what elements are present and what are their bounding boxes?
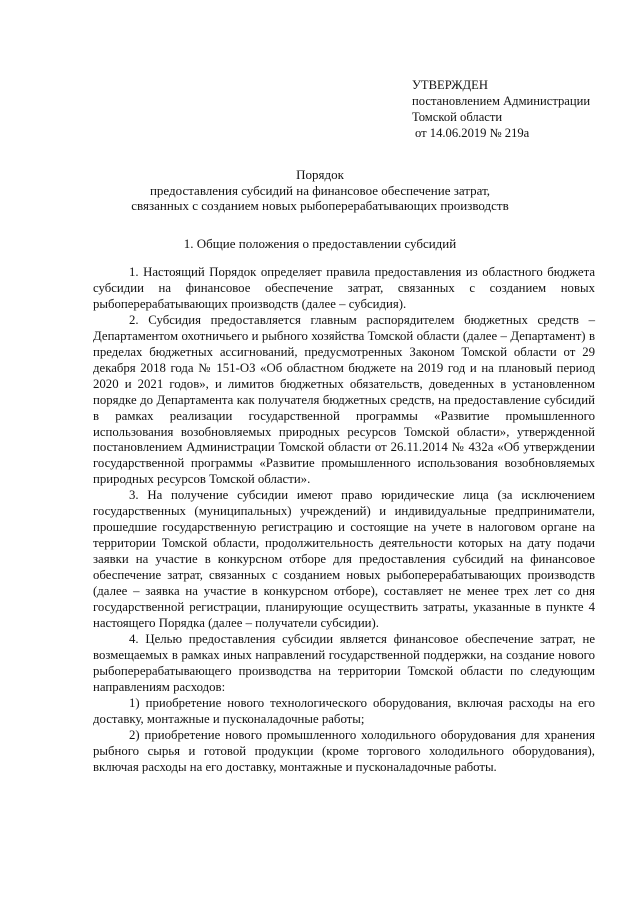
title-line-2: предоставления субсидий на финансовое обеспечение затрат, (149, 182, 491, 198)
paragraph-4: 4. Целью предоставления субсидии является финансовое обеспечение затрат, не возмещаемых в рамках иных направлений государственной поддержки, на создание нового рыбоперерабатывающего производства на территории Томской области по следующим направлениям расходов: (93, 631, 595, 694)
document-body (93, 265, 595, 776)
title-line-1: Порядок (296, 167, 344, 182)
paragraph-4-item-1: 1) приобретение нового технологического оборудования, включая расходы на его доставку, монтажные и пусконаладочные работы; (93, 695, 595, 726)
approval-date: от 14.06.2019 № 219а (415, 126, 530, 140)
paragraph-3: 3. На получение субсидии имеют право юридические лица (за исключением государственных (муниципальных) учреждений) и индивидуальные предприниматели, прошедшие государственную регистрацию и состоящие на учете в налоговом органе на территории Томской области, продолжительность деятельности которых на дату подачи заявки на участие в конкурсном отборе для предоставления субсидий на финансовое обеспечение затрат, связанных с созданием новых рыбоперерабатывающих производств (далее – заявка на участие в конкурсном отборе), составляет не менее трех лет со дня государственной регистрации, планирующие осуществить затраты, указанные в пункте 4 настоящего Порядка (далее – получатели субсидии). (93, 488, 595, 630)
approval-line-2: Томской области (412, 110, 503, 124)
title-line-3: связанных с созданием новых рыбоперерабатывающих производств (131, 198, 509, 213)
section-heading: 1. Общие положения о предоставлении субсидий (183, 236, 457, 251)
document-title (40, 167, 600, 214)
paragraph-2: 2. Субсидия предоставляется главным распорядителем бюджетных средств – Департаментом охотничьего и рыбного хозяйства Томской области (далее – Департамент) в пределах бюджетных ассигнований, предусмотренных Законом Томской области от 29 декабря 2018 года № 151-ОЗ «Об областном бюджете на 2019 год и на плановый период 2020 и 2021 годов», и лимитов бюджетных обязательств, доведенных в установленном порядке до Департамента как получателя бюджетных средств, на предоставление субсидий в рамках реализации государственной программы «Развитие промышленного использования возобновляемых природных ресурсов Томской области», утвержденной постановлением Администрации Томской области от 26.11.2014 № 432а «Об утверждении государственной программы «Развитие промышленного использования возобновляемых природных ресурсов Томской области». (93, 312, 595, 487)
approval-stamp (412, 77, 622, 141)
paragraph-1: 1. Настоящий Порядок определяет правила предоставления из областного бюджета субсидии на финансовое обеспечение затрат, связанных с созданием новых рыбоперерабатывающих производств (далее – субсидия). (93, 265, 595, 311)
paragraph-4-item-2: 2) приобретение нового промышленного холодильного оборудования для хранения рыбного сырья и готовой продукции (кроме торгового холодильного оборудования), включая расходы на его доставку, монтажные и пусконаладочные работы. (93, 727, 595, 774)
approval-line-1: постановлением Администрации (412, 94, 591, 108)
approval-heading: УТВЕРЖДЕН (412, 78, 488, 92)
